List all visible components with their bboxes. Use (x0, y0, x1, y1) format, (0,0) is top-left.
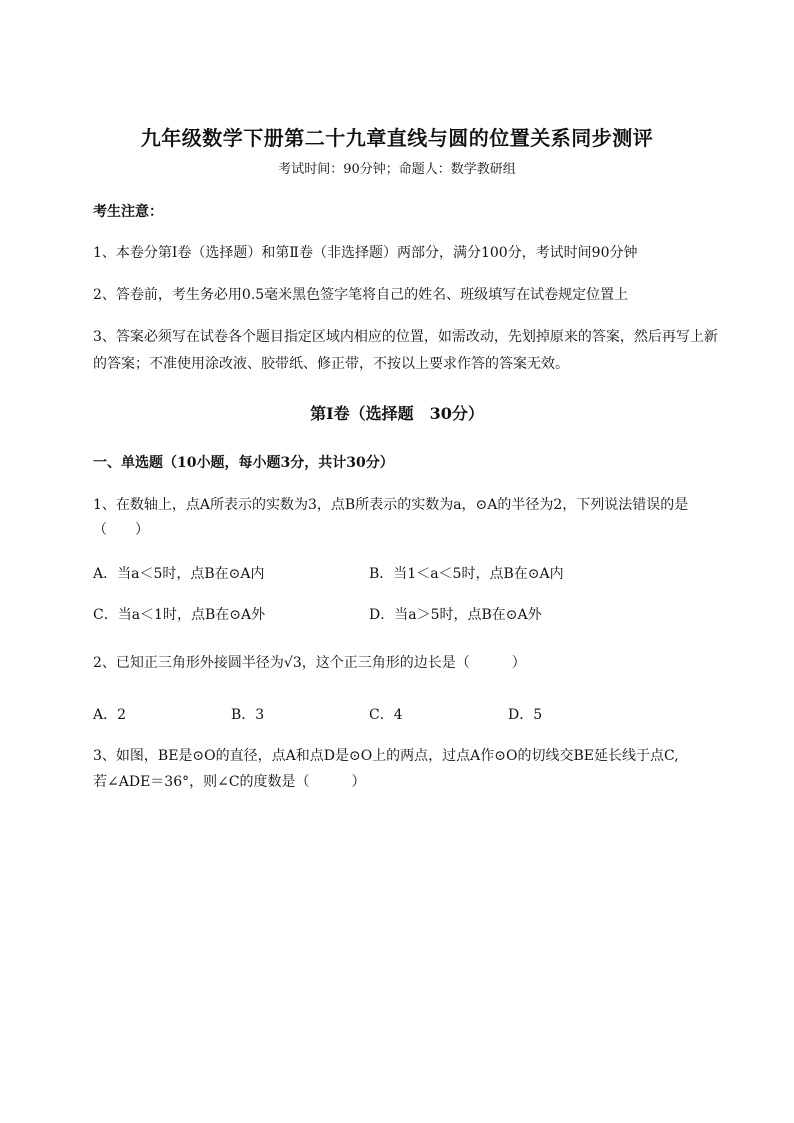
question-3-stem: 3、如图，BE是⊙O的直径，点A和点D是⊙O上的两点，过点A作⊙O的切线交BE延长线于点C, (93, 748, 679, 764)
question-2-option-a: A．2 (93, 707, 127, 723)
question-1-option-c: C．当a＜1时，点B在⊙A外 (93, 607, 266, 623)
part-heading: 一、单选题（10小题，每小题3分，共计30分） (93, 455, 394, 471)
question-1-stem: 1、在数轴上，点A所表示的实数为3，点B所表示的实数为a，⊙A的半径为2，下列说法错误的是 (93, 497, 689, 513)
notice-item-1: 1、本卷分第Ⅰ卷（选择题）和第Ⅱ卷（非选择题）两部分，满分100分，考试时间90分钟 (93, 245, 638, 261)
section-title: 第Ⅰ卷（选择题 30分） (310, 404, 484, 423)
question-1-option-a: A．当a＜5时，点B在⊙A内 (93, 566, 265, 582)
question-3-stem-continued: 若∠ADE＝36°，则∠C的度数是（ ） (93, 774, 366, 790)
exam-title: 九年级数学下册第二十九章直线与圆的位置关系同步测评 (140, 126, 654, 150)
question-1-option-b: B．当1＜a＜5时，点B在⊙A内 (369, 566, 564, 582)
question-2-option-d: D．5 (508, 707, 543, 723)
exam-subtitle: 考试时间：90分钟；命题人：数学教研组 (278, 162, 516, 177)
notice-heading: 考生注意： (93, 204, 163, 220)
notice-item-2: 2、答卷前，考生务必用0.5毫米黑色签字笔将自己的姓名、班级填写在试卷规定位置上 (93, 287, 629, 303)
question-2-stem: 2、已知正三角形外接圆半径为√3，这个正三角形的边长是（ ） (93, 655, 526, 671)
question-1-option-d: D．当a＞5时，点B在⊙A外 (369, 607, 542, 623)
question-1-blank: （ ） (93, 522, 149, 538)
question-2-option-b: B．3 (231, 707, 265, 723)
notice-item-3-line-2: 的答案；不准使用涂改液、胶带纸、修正带，不按以上要求作答的答案无效。 (93, 356, 569, 372)
question-2-option-c: C．4 (369, 707, 403, 723)
notice-item-3-line-1: 3、答案必须写在试卷各个题目指定区域内相应的位置，如需改动，先划掉原来的答案，然后再写上新 (93, 329, 718, 345)
